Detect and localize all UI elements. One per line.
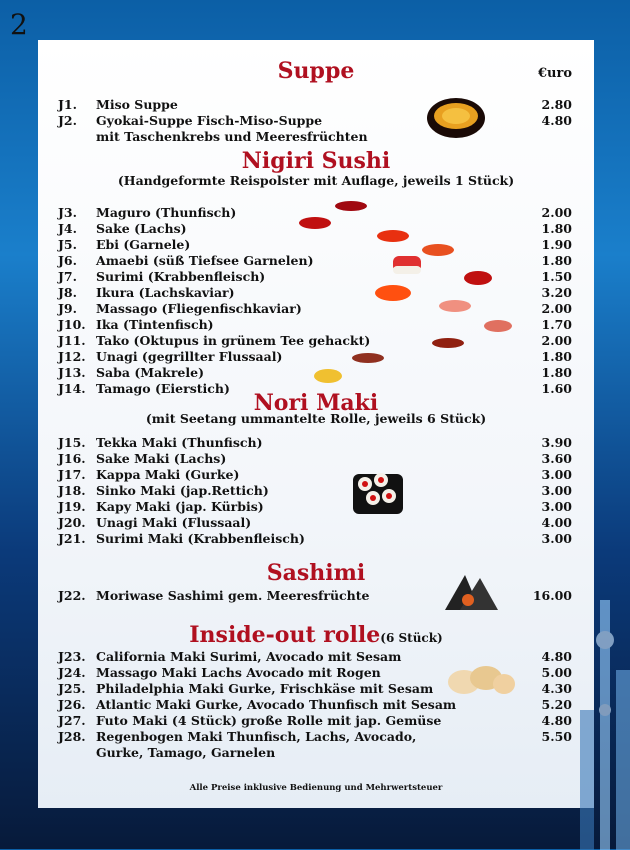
inside-out-title-note: (6 Stück) [380,631,443,645]
menu-item-code: J10. [58,317,86,332]
menu-item-row [58,349,572,365]
menu-item-price: 1.80 [541,365,572,380]
menu-item-name: Sinko Maki (jap.Rettich) [96,483,269,498]
menu-item-name: Moriwase Sashimi gem. Meeresfrüchte [96,588,370,603]
menu-item-row [58,531,572,547]
menu-item-price: 2.80 [541,97,572,112]
city-skyline-image [540,560,630,850]
menu-item-name: Atlantic Maki Gurke, Avocado Thunfisch mit Sesam [96,697,457,712]
menu-item-row [58,729,572,745]
menu-item-name: Saba (Makrele) [96,365,204,380]
menu-item-code: J23. [58,649,86,664]
menu-item-row [58,483,572,499]
menu-item-price: 3.00 [541,467,572,482]
menu-item-name: Miso Suppe [96,97,178,112]
menu-item-code: J5. [58,237,77,252]
section-subtitle-nigiri: (Handgeformte Reispolster mit Auflage, jeweils 1 Stück) [117,173,515,188]
inside-out-title: Inside-out rolle [189,622,381,648]
menu-item-price: 1.70 [541,317,572,332]
menu-item-price: 1.80 [541,253,572,268]
menu-item-row [58,333,572,349]
section-title-nigiri: Nigiri Sushi [241,148,391,174]
menu-item-row [58,681,572,697]
menu-item-code: J1. [58,97,77,112]
section-subtitle-nori: (mit Seetang ummantelte Rolle, jeweils 6 Stück) [145,411,487,426]
menu-item-price: 2.00 [541,301,572,316]
menu-item-price: 5.50 [541,729,572,744]
menu-item-name: Surimi Maki (Krabbenfleisch) [96,531,305,546]
menu-item-name: Sake (Lachs) [96,221,187,236]
menu-item-code: J26. [58,697,86,712]
menu-item-price: 2.00 [541,205,572,220]
menu-item-row [58,381,572,397]
menu-item-price: 1.80 [541,221,572,236]
menu-item-name: Philadelphia Maki Gurke, Frischkäse mit Sesam [96,681,434,696]
menu-item-name: Kapy Maki (jap. Kürbis) [96,499,264,514]
menu-item-code: J12. [58,349,86,364]
menu-item-row [58,499,572,515]
menu-item-name: Kappa Maki (Gurke) [96,467,240,482]
menu-item-code: J7. [58,269,77,284]
menu-item-code: J2. [58,113,77,128]
menu-item-name: Amaebi (süß Tiefsee Garnelen) [96,253,314,268]
currency-label: €uro [537,66,572,81]
menu-item-name: Tako (Oktupus in grünem Tee gehackt) [96,333,371,348]
menu-item-code: J19. [58,499,86,514]
menu-item-row [58,697,572,713]
menu-item-row [58,129,572,145]
menu-item-row [58,237,572,253]
menu-item-code: J21. [58,531,86,546]
menu-item-code: J8. [58,285,77,300]
menu-item-name: Maguro (Thunfisch) [96,205,237,220]
menu-item-code: J4. [58,221,77,236]
menu-sheet [38,40,594,808]
menu-item-code: J22. [58,588,86,603]
menu-item-price: 4.30 [541,681,572,696]
menu-item-row [58,221,572,237]
menu-item-price: 5.00 [541,665,572,680]
menu-item-name: Massago (Fliegenfischkaviar) [96,301,302,316]
menu-item-name: Unagi Maki (Flussaal) [96,515,252,530]
menu-item-row [58,113,572,129]
menu-item-price: 4.80 [541,113,572,128]
menu-item-code: J14. [58,381,86,396]
menu-item-price: 1.80 [541,349,572,364]
menu-item-name: Ika (Tintenfisch) [96,317,214,332]
menu-item-row [58,649,572,665]
menu-item-code: J3. [58,205,77,220]
menu-item-row [58,451,572,467]
menu-item-price: 1.50 [541,269,572,284]
menu-item-price: 1.60 [541,381,572,396]
menu-item-row [58,435,572,451]
menu-item-name: Ikura (Lachskaviar) [96,285,235,300]
menu-item-code: J17. [58,467,86,482]
menu-item-name: Gurke, Tamago, Garnelen [96,745,276,760]
menu-item-code: J18. [58,483,86,498]
menu-item-price: 3.00 [541,483,572,498]
price-footer-note: Alle Preise inklusive Bedienung und Mehrwertsteuer [189,783,443,793]
menu-item-code: J6. [58,253,77,268]
menu-item-price: 16.00 [532,588,572,603]
menu-item-code: J16. [58,451,86,466]
menu-item-price: 5.20 [541,697,572,712]
menu-item-row [58,745,572,761]
menu-item-row [58,205,572,221]
menu-item-name: California Maki Surimi, Avocado mit Sesam [96,649,402,664]
menu-item-name: Gyokai-Suppe Fisch-Miso-Suppe [96,113,323,128]
menu-item-row [58,253,572,269]
menu-item-code: J11. [58,333,86,348]
menu-item-price: 4.80 [541,713,572,728]
page-number: 2 [10,8,28,41]
menu-item-name: Regenbogen Maki Thunfisch, Lachs, Avocado, [96,729,417,744]
menu-item-price: 1.90 [541,237,572,252]
menu-item-code: J20. [58,515,86,530]
menu-item-code: J15. [58,435,86,450]
menu-item-name: Tamago (Eierstich) [96,381,230,396]
menu-item-row [58,713,572,729]
menu-item-price: 3.00 [541,531,572,546]
menu-item-row [58,365,572,381]
menu-item-row [58,317,572,333]
menu-item-name: Futo Maki (4 Stück) große Rolle mit jap. Gemüse [96,713,442,728]
section-title-inside-out [38,622,594,648]
menu-item-row [58,269,572,285]
menu-item-name: Massago Maki Lachs Avocado mit Rogen [96,665,381,680]
menu-item-code: J28. [58,729,86,744]
menu-item-name: Surimi (Krabbenfleisch) [96,269,266,284]
menu-item-name: Sake Maki (Lachs) [96,451,227,466]
menu-item-code: J24. [58,665,86,680]
section-title-sashimi: Sashimi [266,560,366,586]
menu-item-name: Unagi (gegrillter Flussaal) [96,349,283,364]
menu-item-price: 4.80 [541,649,572,664]
menu-item-code: J13. [58,365,86,380]
menu-item-name: mit Taschenkrebs und Meeresfrüchten [96,129,368,144]
menu-item-price: 3.20 [541,285,572,300]
menu-item-row [58,285,572,301]
menu-item-row [58,515,572,531]
menu-item-row [58,97,572,113]
section-title-suppe: Suppe [277,58,355,84]
menu-item-price: 3.00 [541,499,572,514]
menu-item-price: 4.00 [541,515,572,530]
menu-item-code: J9. [58,301,77,316]
menu-item-row [58,665,572,681]
menu-item-row [58,467,572,483]
menu-item-price: 3.90 [541,435,572,450]
menu-item-code: J27. [58,713,86,728]
menu-item-price: 3.60 [541,451,572,466]
menu-item-code: J25. [58,681,86,696]
section-title-nori: Nori Maki [253,390,379,416]
menu-item-row [58,588,572,604]
menu-item-row [58,301,572,317]
menu-item-name: Ebi (Garnele) [96,237,191,252]
menu-item-name: Tekka Maki (Thunfisch) [96,435,263,450]
menu-item-price: 2.00 [541,333,572,348]
